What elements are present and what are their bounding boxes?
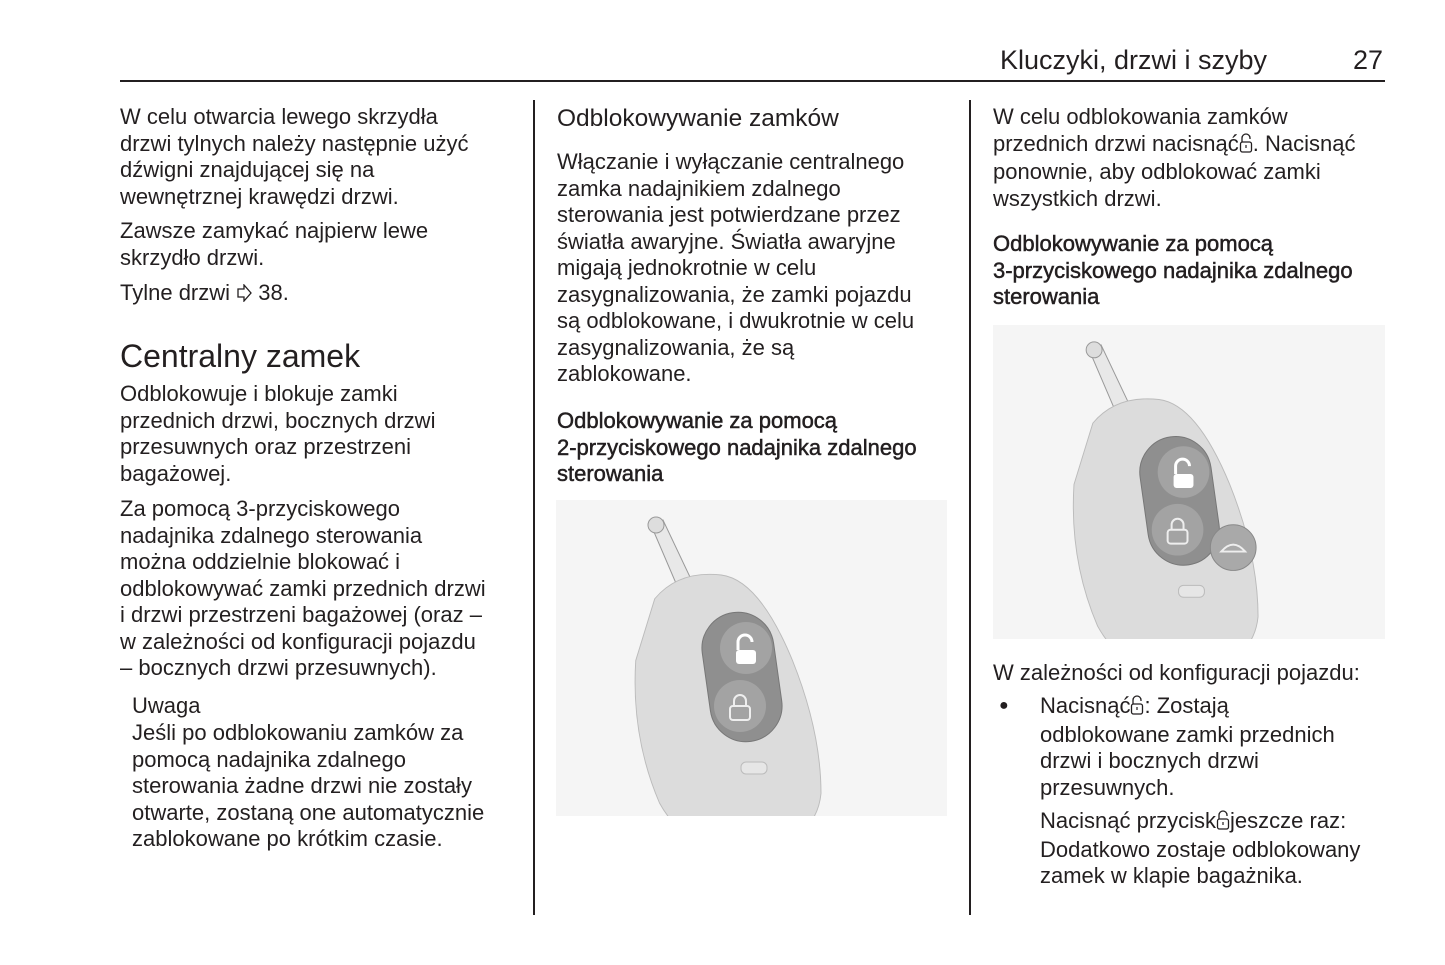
text-segment: Nacisnąć przycisk bbox=[1040, 808, 1217, 833]
paragraph bbox=[120, 381, 435, 487]
text-segment: Nacisnąć bbox=[1040, 693, 1131, 718]
text-line bbox=[557, 229, 914, 256]
text-segment: zamka nadajnikiem zdalnego bbox=[557, 175, 841, 201]
text-segment: sterowania żadne drzwi nie zostały bbox=[132, 773, 472, 798]
text-line bbox=[1040, 748, 1335, 775]
paragraph bbox=[120, 104, 469, 210]
text-segment: przesuwnych oraz przestrzeni bbox=[120, 434, 412, 459]
text-segment: są odblokowane, i dwukrotnie w celu bbox=[557, 308, 915, 333]
text-line bbox=[557, 435, 917, 462]
text-line bbox=[120, 280, 289, 309]
text-segment: skrzydło drzwi. bbox=[120, 244, 265, 270]
note-title: Uwaga bbox=[132, 693, 201, 718]
text-segment: wszystkich drzwi. bbox=[993, 185, 1162, 211]
text-segment: w zależności od konfiguracji pojazdu bbox=[120, 628, 476, 654]
paragraph bbox=[557, 149, 914, 388]
text-line bbox=[557, 308, 914, 335]
text-line bbox=[120, 381, 435, 408]
text-segment: drzwi tylnych należy następnie użyć bbox=[120, 130, 469, 156]
text-segment: zablokowane po krótkim czasie. bbox=[132, 826, 443, 851]
text-line bbox=[132, 773, 484, 800]
text-segment: otwarte, zostaną one automatycznie bbox=[132, 799, 485, 825]
text-segment: 38. bbox=[252, 280, 289, 305]
text-line bbox=[120, 629, 486, 656]
text-line bbox=[132, 800, 484, 827]
text-line bbox=[1040, 808, 1360, 837]
text-line bbox=[993, 131, 1356, 160]
text-line bbox=[557, 202, 914, 229]
text-line bbox=[120, 434, 435, 461]
text-line bbox=[120, 245, 428, 272]
heading-centralny-zamek: Centralny zamek bbox=[120, 338, 361, 374]
text-segment: dźwigni znajdującej się na bbox=[120, 157, 375, 182]
unlock-icon bbox=[1216, 810, 1230, 837]
text-segment: i drzwi przestrzeni bagażowej (oraz – bbox=[120, 602, 482, 627]
text-segment: Odblokowuje i blokuje zamki bbox=[120, 381, 398, 406]
column-divider bbox=[969, 100, 971, 915]
text-segment: : Zostają bbox=[1144, 693, 1229, 718]
text-line bbox=[557, 149, 914, 176]
column-divider bbox=[533, 100, 535, 915]
text-line bbox=[557, 282, 914, 309]
text-line bbox=[120, 496, 486, 523]
text-segment: W celu odblokowania zamków bbox=[993, 104, 1288, 129]
text-line bbox=[1040, 693, 1335, 722]
text-line bbox=[120, 655, 486, 682]
text-segment: bagażowej. bbox=[120, 460, 232, 486]
text-segment: zasygnalizowania, że zamki pojazdu bbox=[557, 281, 912, 307]
text-segment: sterowania bbox=[993, 284, 1100, 309]
text-segment: zamek w klapie bagażnika. bbox=[1040, 863, 1303, 888]
text-segment: jeszcze raz: bbox=[1230, 808, 1347, 833]
section-title: Kluczyki, drzwi i szyby bbox=[999, 45, 1267, 75]
subheading bbox=[557, 408, 917, 488]
text-segment: pomocą nadajnika zdalnego bbox=[132, 746, 406, 772]
text-segment: sterowania jest potwierdzane przez bbox=[557, 202, 901, 227]
text-line bbox=[1040, 775, 1335, 802]
text-segment: Tylne drzwi bbox=[120, 280, 237, 305]
text-line bbox=[132, 747, 484, 774]
text-line bbox=[993, 104, 1356, 131]
unlock-icon bbox=[1130, 695, 1144, 722]
text-segment: Włączanie i wyłączanie centralnego bbox=[557, 149, 905, 174]
heading-odblokowywanie: Odblokowywanie zamków bbox=[557, 105, 839, 132]
text-segment: wewnętrznej krawędzi drzwi. bbox=[120, 183, 399, 209]
text-line bbox=[993, 258, 1353, 285]
text-segment: przednich drzwi, bocznych drzwi bbox=[120, 407, 436, 433]
text-line bbox=[993, 660, 1360, 687]
text-line bbox=[557, 361, 914, 388]
text-segment: odblokowywać zamki przednich drzwi bbox=[120, 575, 486, 601]
two-button-key-fob-illustration bbox=[556, 500, 947, 816]
unlock-icon bbox=[1239, 133, 1253, 160]
three-button-key-fob-illustration bbox=[993, 325, 1385, 639]
text-segment: ponownie, aby odblokować zamki bbox=[993, 159, 1321, 184]
text-line bbox=[1040, 863, 1360, 890]
text-segment: W celu otwarcia lewego skrzydła bbox=[120, 104, 438, 129]
text-line bbox=[132, 826, 484, 853]
text-line bbox=[557, 335, 914, 362]
text-line bbox=[120, 523, 486, 550]
text-line bbox=[120, 461, 435, 488]
text-segment: Odblokowywanie za pomocą bbox=[557, 408, 838, 433]
paragraph bbox=[120, 496, 486, 682]
text-line bbox=[557, 408, 917, 435]
text-line bbox=[993, 231, 1353, 258]
text-line bbox=[120, 157, 469, 184]
note-text bbox=[132, 720, 484, 853]
text-line bbox=[993, 284, 1353, 311]
text-line bbox=[120, 184, 469, 211]
text-line bbox=[132, 720, 484, 747]
text-line bbox=[120, 576, 486, 603]
text-segment: W zależności od konfiguracji pojazdu: bbox=[993, 660, 1360, 685]
text-segment: Za pomocą 3-przyciskowego bbox=[120, 496, 401, 521]
text-line bbox=[120, 602, 486, 629]
text-line bbox=[120, 408, 435, 435]
unlock-button bbox=[720, 622, 772, 674]
text-line bbox=[120, 104, 469, 131]
text-segment: 3-przyciskowego nadajnika zdalnego bbox=[993, 257, 1353, 283]
text-segment: nadajnika zdalnego sterowania bbox=[120, 522, 423, 548]
text-line bbox=[557, 176, 914, 203]
text-segment: drzwi i bocznych drzwi bbox=[1040, 748, 1259, 773]
text-segment: światła awaryjne. Światła awaryjne bbox=[557, 228, 896, 254]
text-segment: zasygnalizowania, że są bbox=[557, 334, 795, 360]
text-segment: można oddzielnie blokować i bbox=[120, 549, 401, 574]
text-segment: Jeśli po odblokowaniu zamków za bbox=[132, 720, 464, 745]
text-segment: przesuwnych. bbox=[1040, 774, 1175, 800]
text-segment: 2-przyciskowego nadajnika zdalnego bbox=[557, 434, 917, 460]
paragraph bbox=[993, 660, 1360, 687]
paragraph bbox=[993, 104, 1356, 212]
trunk-button bbox=[1210, 525, 1256, 571]
bullet-text bbox=[1040, 808, 1360, 890]
bullet: ● bbox=[999, 697, 1009, 714]
unlock-button bbox=[1158, 446, 1210, 498]
paragraph-cross-reference bbox=[120, 280, 289, 309]
text-line bbox=[120, 218, 428, 245]
text-segment: . Nacisnąć bbox=[1252, 130, 1356, 156]
lock-button bbox=[1152, 504, 1204, 556]
text-segment: Odblokowywanie za pomocą bbox=[993, 231, 1274, 256]
text-line bbox=[1040, 722, 1335, 749]
subheading bbox=[993, 231, 1353, 311]
text-segment: odblokowane zamki przednich bbox=[1040, 721, 1335, 747]
paragraph bbox=[120, 218, 428, 271]
page-number: 27 bbox=[1352, 45, 1383, 75]
cross-reference-arrow-icon bbox=[236, 282, 252, 309]
text-line bbox=[120, 131, 469, 158]
text-segment: zablokowane. bbox=[557, 361, 692, 386]
text-line bbox=[993, 159, 1356, 186]
text-segment: przednich drzwi nacisnąć bbox=[993, 130, 1239, 156]
bullet-text bbox=[1040, 693, 1335, 801]
text-line bbox=[557, 255, 914, 282]
text-line bbox=[1040, 837, 1360, 864]
text-segment: sterowania bbox=[557, 461, 664, 486]
text-segment: migają jednokrotnie w celu bbox=[557, 255, 817, 280]
header-rule bbox=[120, 80, 1385, 82]
text-segment: Zawsze zamykać najpierw lewe bbox=[120, 218, 429, 243]
lock-button bbox=[714, 680, 766, 732]
text-segment: – bocznych drzwi przesuwnych). bbox=[120, 655, 437, 680]
text-line bbox=[120, 549, 486, 576]
text-line bbox=[993, 186, 1356, 213]
text-line bbox=[557, 461, 917, 488]
text-segment: Dodatkowo zostaje odblokowany bbox=[1040, 836, 1361, 862]
